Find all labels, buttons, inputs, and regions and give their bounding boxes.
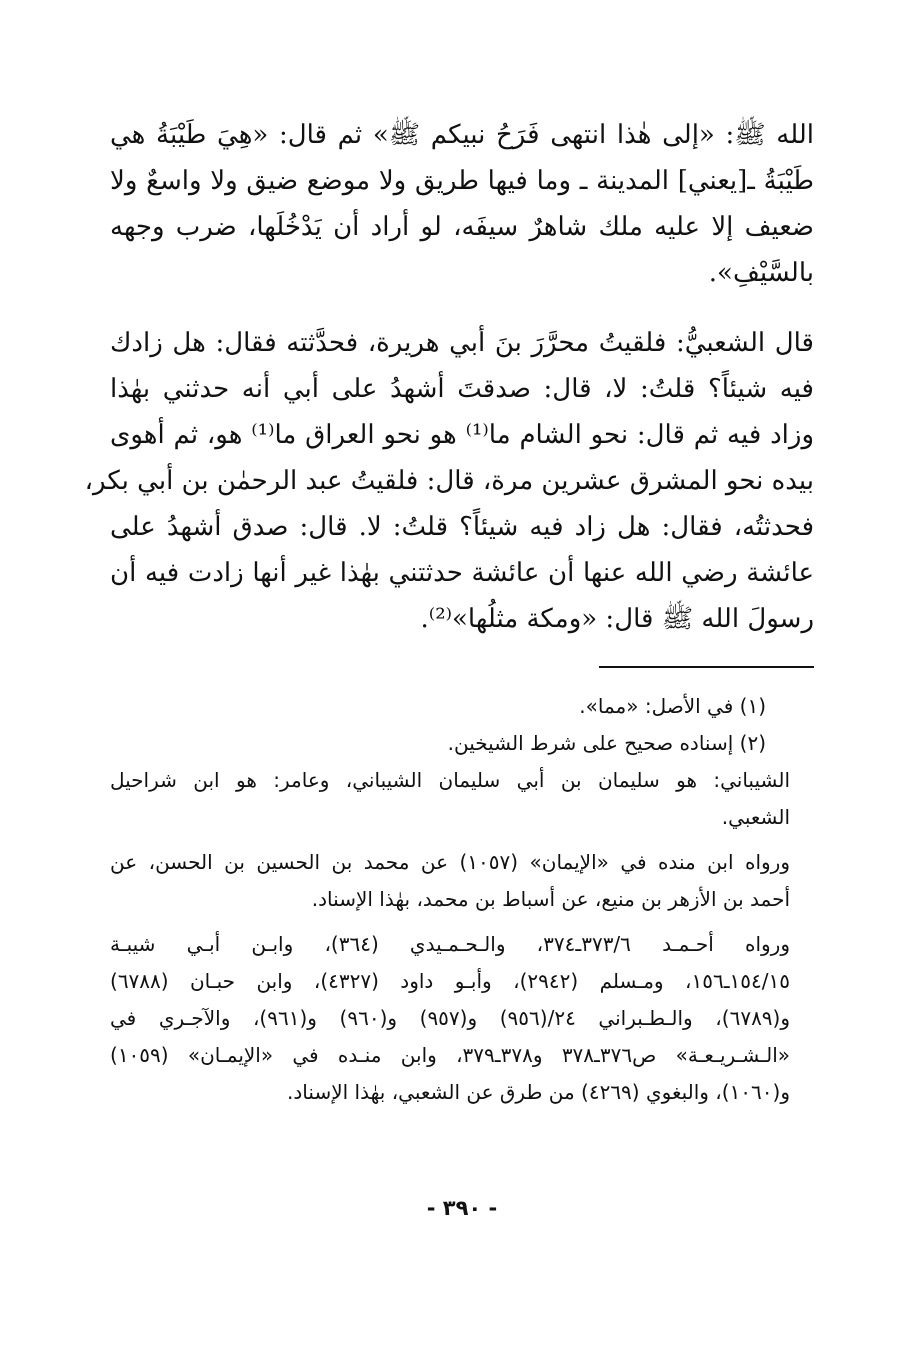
footnote-2: (٢) إسناده صحيح على شرط الشيخين. bbox=[447, 731, 766, 755]
footnote-line: و(٦٧٨٩)، والـطـبراني ٢٤/(٩٥٦) و(٩٥٧) و(٩٦٠) و(٩٦١)، والآجـري في bbox=[110, 1006, 791, 1030]
text-line: عائشة رضي الله عنها أن عائشة حدثتني بهٰذا غير أنها زادت فيه أن bbox=[110, 558, 814, 588]
text-line: ضعيف إلا عليه ملك شاهرٌ سيفَه، لو أراد أن يَدْخُلَها، ضرب وجهه bbox=[110, 212, 814, 242]
main-text bbox=[84, 112, 814, 642]
text-line: قال الشعبيُّ: فلقيتُ محرَّرَ بنَ أبي هريرة، فحدَّثته فقال: هل زادك bbox=[110, 328, 814, 358]
footnotes bbox=[110, 688, 790, 1111]
paragraph-gap bbox=[110, 836, 790, 844]
footnote-line: ورواه ابن منده في «الإيمان» (١٠٥٧) عن محمد بن الحسين بن الحسن، عن bbox=[110, 850, 790, 874]
paragraph-gap bbox=[110, 296, 814, 320]
footnote-line: ١٥٤/١٥ـ١٥٦، ومـسلم (٢٩٤٢)، وأبـو داود (٤٣٢٧)، وابن حبـان (٦٧٨٨) bbox=[110, 969, 790, 993]
text-line: فيه شيئاً؟ قلتُ: لا، قال: صدقتَ أشهدُ على أبي أنه حدثني بهٰذا bbox=[110, 374, 814, 404]
text-line: رسولَ الله ﷺ قال: «ومكة مثلُها»⁽²⁾. bbox=[420, 604, 814, 634]
footnote-separator bbox=[599, 666, 814, 668]
paragraph-gap bbox=[110, 918, 790, 926]
text-line: الله ﷺ: «إلى هٰذا انتهى فَرَحُ نبيكم ﷺ» ثم قال: «هِيَ طَيْبَةُ هي bbox=[110, 120, 814, 150]
footnote-line: الشعبي. bbox=[721, 805, 790, 829]
footnote-1: (١) في الأصل: «مما». bbox=[579, 694, 766, 718]
footnote-line: و(١٠٦٠)، والبغوي (٤٢٦٩) من طرق عن الشعبي، بهٰذا الإسناد. bbox=[287, 1080, 790, 1104]
text-line: بيده نحو المشرق عشرين مرة، قال: فلقيتُ عبد الرحمٰن بن أبي بكر، bbox=[84, 466, 814, 496]
footnote-line: ورواه أحـمـد ٣٧٣/٦ـ٣٧٤، والـحـمـيدي (٣٦٤)، وابـن أبـي شيبـة bbox=[110, 932, 790, 956]
footnote-line: الشيباني: هو سليمان بن أبي سليمان الشيباني، وعامر: هو ابن شراحيل bbox=[110, 768, 790, 792]
page-number: - ٣٩٠ - bbox=[426, 1196, 498, 1220]
text-line: فحدثتُه، فقال: هل زاد فيه شيئاً؟ قلتُ: لا. قال: صدق أشهدُ على bbox=[110, 512, 814, 542]
footnote-line: أحمد بن الأزهر بن منيع، عن أسباط بن محمد، بهٰذا الإسناد. bbox=[311, 887, 790, 911]
text-line: وزاد فيه ثم قال: نحو الشام ما⁽¹⁾ هو نحو العراق ما⁽¹⁾ هو، ثم أهوى bbox=[110, 420, 814, 450]
footnote-line: «الـشـريـعـة» ص٣٧٦ـ٣٧٨ و٣٧٨ـ٣٧٩، وابن منـده في «الإيمـان» (١٠٥٩) bbox=[110, 1043, 790, 1067]
text-line: طَيْبَةُ ـ[يعني] المدينة ـ وما فيها طريق ولا موضع ضيق ولا واسعٌ ولا bbox=[110, 166, 814, 196]
text-line: بالسَّيْفِ». bbox=[708, 258, 814, 288]
